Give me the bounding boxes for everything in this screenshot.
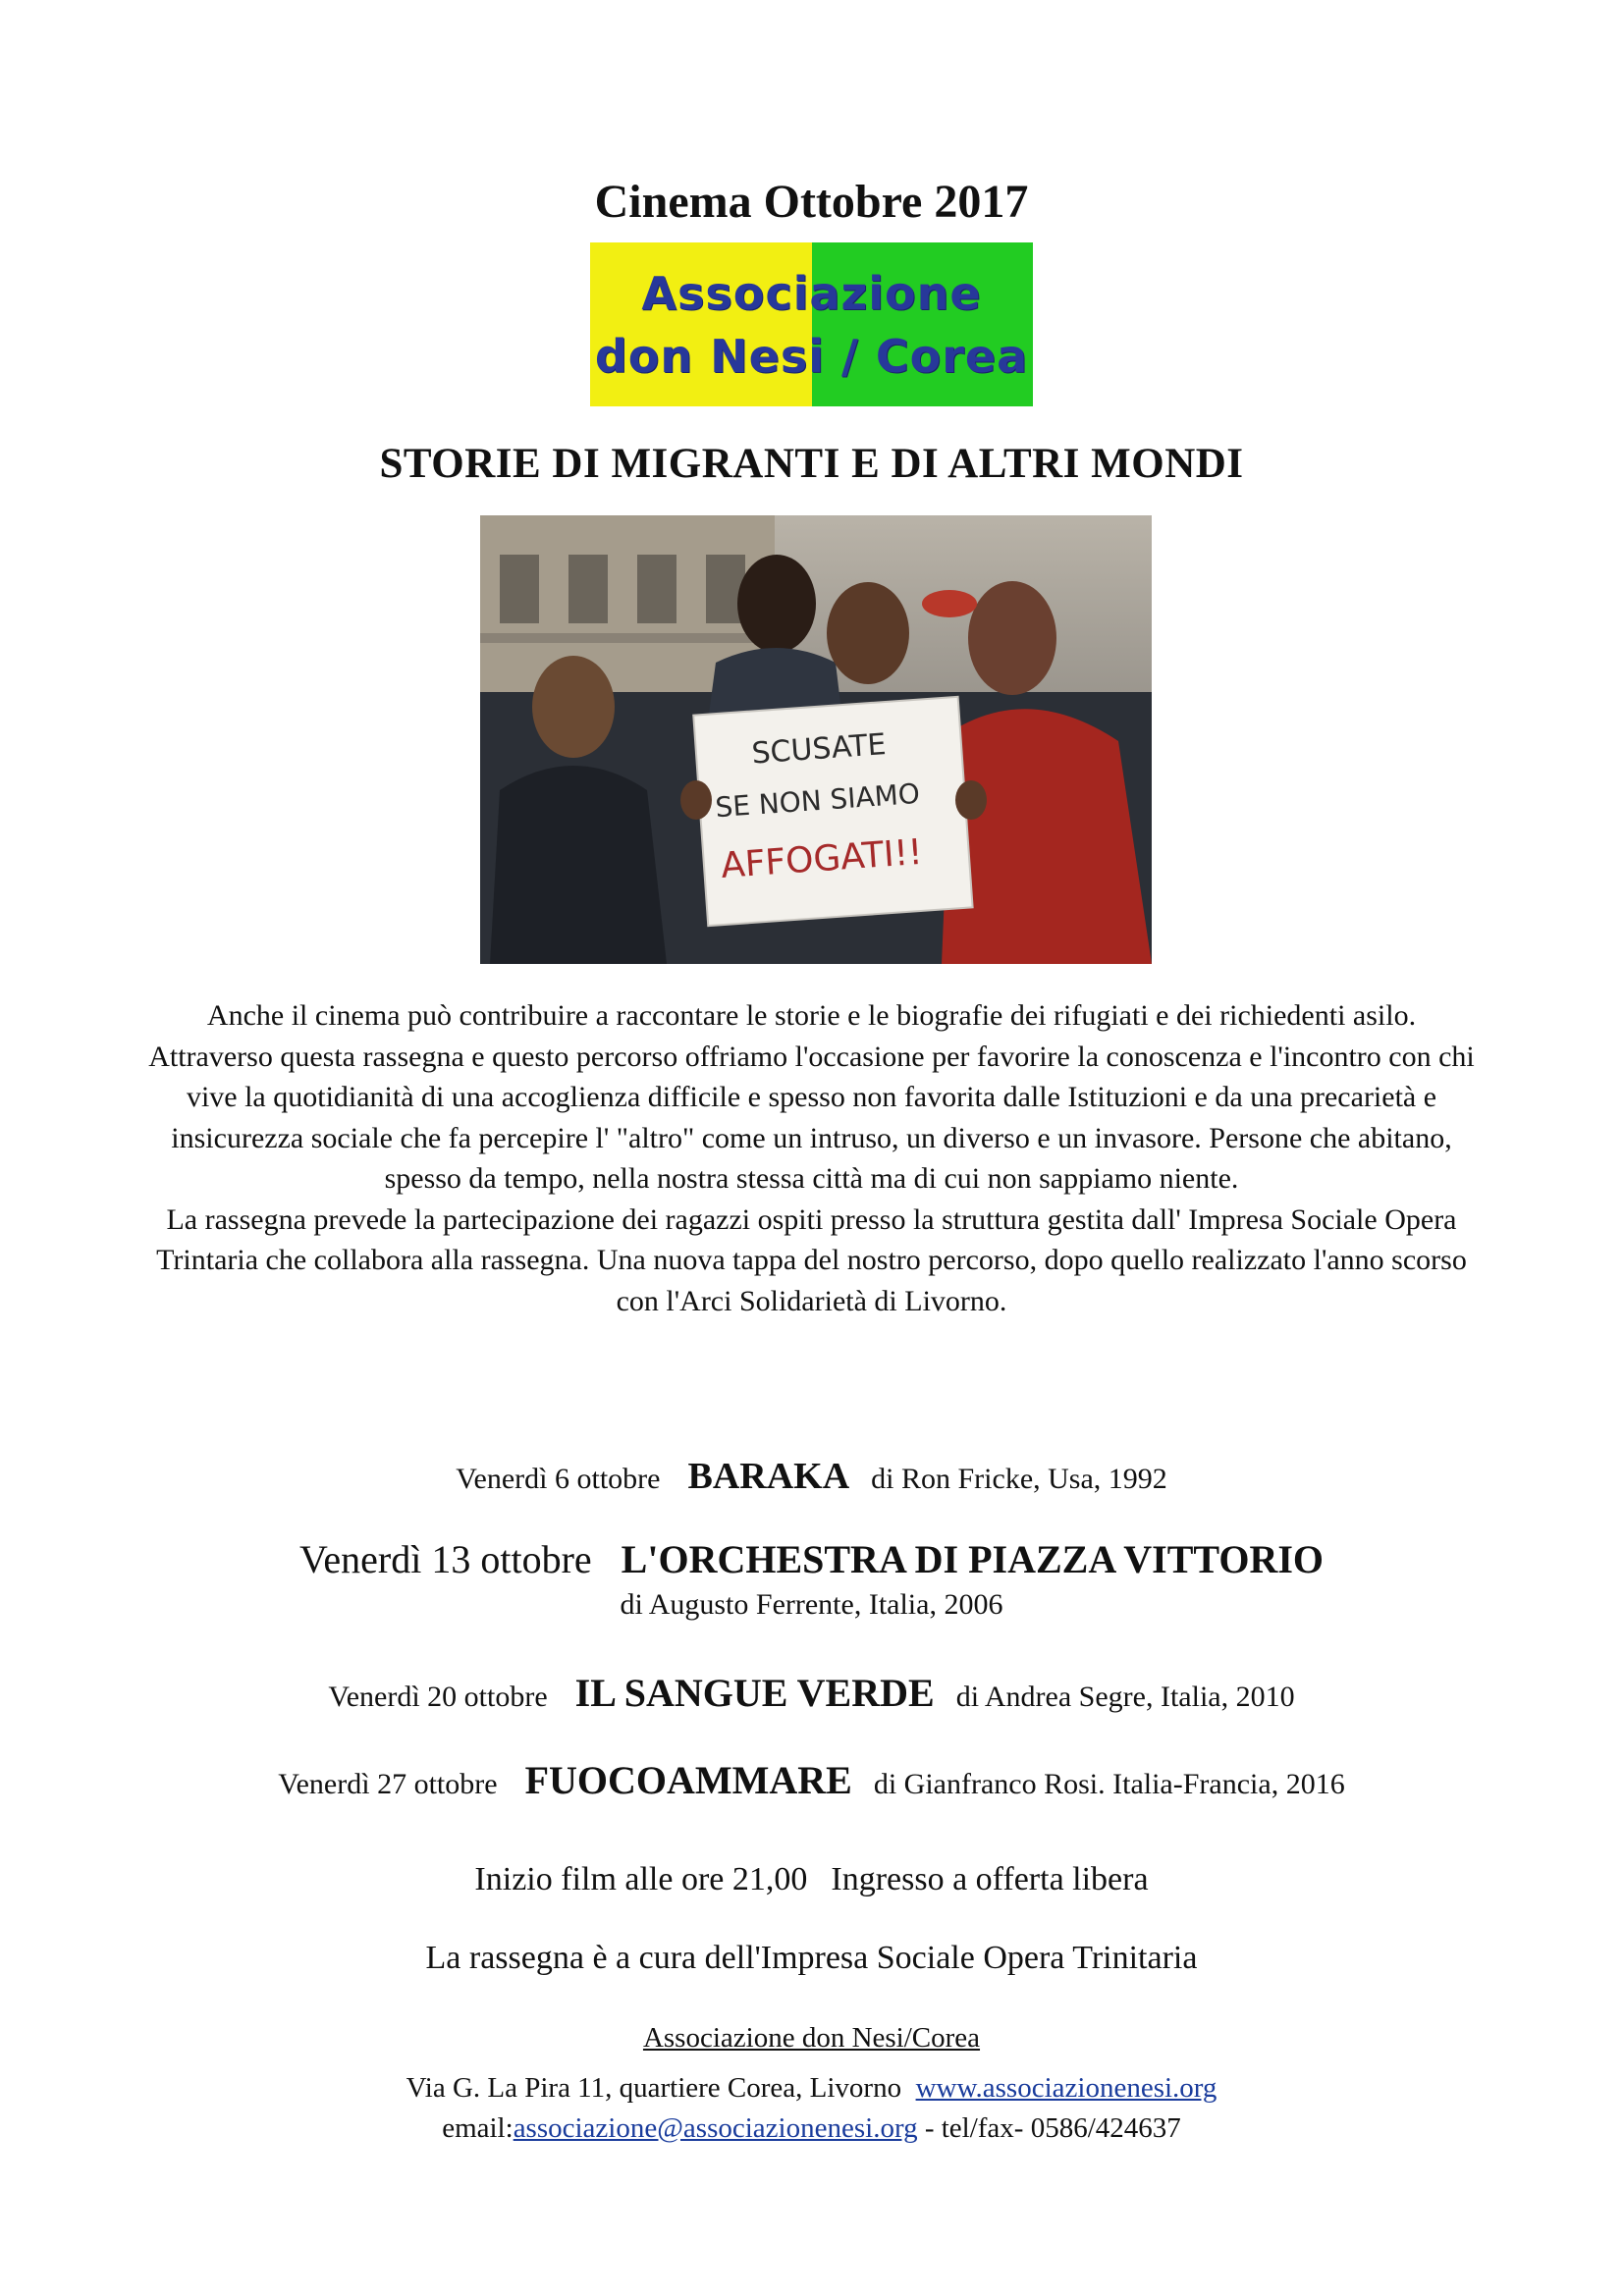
logo-text	[590, 242, 1033, 406]
contact-line	[0, 2112, 1623, 2145]
film-credit: di Andrea Segre, Italia, 2010	[955, 1681, 1295, 1713]
film-date: Venerdì 27 ottobre	[278, 1768, 498, 1800]
association-logo	[590, 242, 1033, 406]
curated-by-text: La rassegna è a cura dell'Impresa Sociale Opera Trinitaria	[425, 1940, 1198, 1976]
logo-line-1: Associazione	[641, 266, 982, 320]
sign-text-2: SE NON SIAMO	[714, 776, 921, 825]
intro-paragraph-1: Anche il cinema può contribuire a raccontare le storie e le biografie dei rifugiati e dei richiedenti asilo.	[206, 999, 1417, 1032]
email-label: email:	[442, 2112, 514, 2144]
logo-line-2: don Nesi / Corea	[594, 329, 1029, 383]
protest-photo-illustration	[480, 515, 1152, 964]
sign-text-3: AFFOGATI!!	[719, 831, 924, 887]
film-entry	[0, 1670, 1623, 1716]
film-entry	[0, 1757, 1623, 1803]
association-name: Associazione don Nesi/Corea	[642, 2022, 981, 2054]
website-link[interactable]: www.associazionenesi.org	[915, 2072, 1217, 2104]
film-title: IL SANGUE VERDE	[574, 1671, 935, 1715]
film-credit: di Augusto Ferrente, Italia, 2006	[620, 1588, 1003, 1621]
screening-info	[0, 1861, 1623, 1898]
event-subtitle: STORIE DI MIGRANTI E DI ALTRI MONDI	[379, 441, 1244, 487]
start-time-text: Inizio film alle ore 21,00	[474, 1861, 808, 1897]
film-title: BARAKA	[687, 1456, 850, 1497]
film-entry	[0, 1536, 1623, 1582]
entry-fee-text: Ingresso a offerta libera	[831, 1861, 1149, 1897]
address-line	[0, 2072, 1623, 2105]
phone-text: - tel/fax- 0586/424637	[917, 2112, 1181, 2144]
film-title: L'ORCHESTRA DI PIAZZA VITTORIO	[621, 1537, 1325, 1581]
film-date: Venerdì 6 ottobre	[456, 1463, 661, 1495]
intro-paragraph-2: Attraverso questa rassegna e questo percorso offriamo l'occasione per favorire la conoscenza e l'incontro con chi vive la quotidianità di una accoglienza difficile e spesso non favorita dalle Istituzioni e da una precarietà e insicurezza sociale che fa percepire l' "altro" come un intruso, un diverso e un invasore. Persone che abitano, spesso da tempo, nella nostra stessa città ma di cui non sappiamo niente.	[148, 1040, 1475, 1195]
film-date: Venerdì 20 ottobre	[328, 1681, 548, 1713]
sign-text-1: SCUSATE	[750, 727, 888, 772]
film-entry	[0, 1455, 1623, 1498]
film-title: FUOCOAMMARE	[524, 1758, 852, 1802]
address-text: Via G. La Pira 11, quartiere Corea, Livorno	[406, 2072, 902, 2104]
intro-text	[137, 995, 1486, 1321]
migrants-protest-photo	[480, 515, 1152, 964]
page-title: Cinema Ottobre 2017	[594, 176, 1029, 228]
intro-paragraph-3: La rassegna prevede la partecipazione dei ragazzi ospiti presso la struttura gestita dall' Impresa Sociale Opera Trintaria che collabora alla rassegna. Una nuova tappa del nostro percorso, dopo quello realizzato l'anno scorso con l'Arci Solidarietà di Livorno.	[156, 1202, 1467, 1317]
film-date: Venerdì 13 ottobre	[298, 1537, 592, 1581]
email-link[interactable]: associazione@associazionenesi.org	[513, 2112, 918, 2144]
film-credit: di Gianfranco Rosi. Italia-Francia, 2016	[873, 1768, 1345, 1800]
film-credit: di Ron Fricke, Usa, 1992	[871, 1463, 1167, 1495]
